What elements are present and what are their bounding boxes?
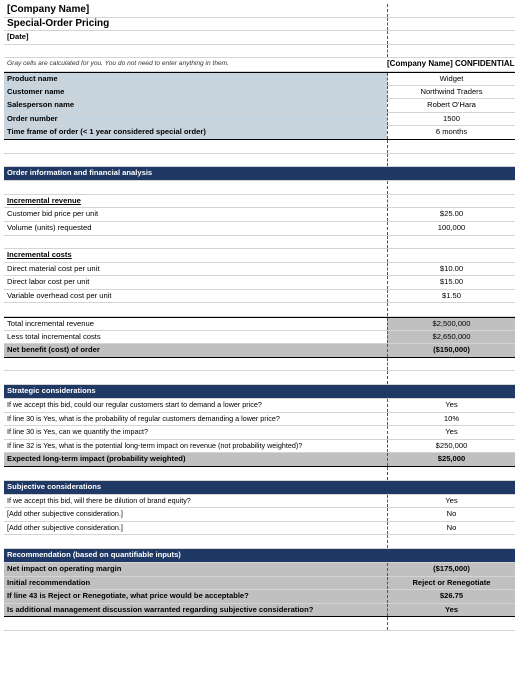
row-value[interactable]: No [387,522,515,535]
spreadsheet [4,4,515,631]
row-label: Direct material cost per unit [7,263,100,273]
row-label: Expected long-term impact (probability weighted) [7,454,186,464]
info-value[interactable]: Northwind Traders [387,86,515,99]
subjective-row [4,495,515,509]
subjective-row [4,522,515,536]
calculated-value: $2,500,000 [387,318,515,330]
strategic-row [4,413,515,427]
info-value[interactable]: Robert O'Hara [387,99,515,112]
incremental-revenue-title-row [4,195,515,209]
row-label: Direct labor cost per unit [7,277,90,287]
info-label: Salesperson name [4,99,387,112]
calculated-value: ($175,000) [387,563,515,576]
row-value[interactable]: $250,000 [387,440,515,453]
recommendation-row [4,604,515,618]
cost-row [4,290,515,304]
total-row [4,317,515,331]
company-name-row [4,4,515,18]
row-value[interactable]: No [387,508,515,521]
row-label: Is additional management discussion warranted regarding subjective consideration? [7,604,314,614]
row-value[interactable]: 10% [387,413,515,426]
calculated-value: $2,650,000 [387,331,515,344]
gray-cells-note: Gray cells are calculated for you. You do not need to enter anything in them. [7,60,230,68]
row-value[interactable]: $15.00 [387,276,515,289]
section-header-subjective [4,481,515,495]
section-header-strategic [4,385,515,399]
row-label: Net benefit (cost) of order [7,345,100,355]
info-row-salesperson [4,99,515,113]
row-value[interactable]: $1.50 [387,290,515,303]
info-value[interactable]: Widget [387,73,515,85]
row-label: Initial recommendation [7,577,91,587]
info-label: Product name [4,73,387,85]
calculated-value: Yes [387,604,515,617]
strategic-row [4,440,515,454]
sheet-title[interactable]: Special-Order Pricing [7,17,110,29]
row-label: Less total incremental costs [7,331,101,341]
subsection-title: Incremental costs [7,250,72,260]
info-row-time-frame [4,126,515,140]
note-row [4,58,515,72]
row-label: Net impact on operating margin [7,563,122,573]
strategic-row [4,426,515,440]
row-label: [Add other subjective consideration.] [7,509,123,519]
revenue-row [4,222,515,236]
recommendation-row [4,590,515,604]
row-value[interactable]: $10.00 [387,263,515,276]
title-row [4,18,515,32]
info-label: Customer name [4,86,387,99]
row-value[interactable]: $25.00 [387,208,515,221]
info-row-order-number [4,113,515,127]
row-label: If we accept this bid, could our regular customers start to demand a lower price? [7,400,262,410]
row-label: If line 30 is Yes, what is the probability of regular customers demanding a lower price? [7,413,280,423]
info-value[interactable]: 1500 [387,113,515,126]
row-label: [Add other subjective consideration.] [7,522,123,532]
section-title: Subjective considerations [7,481,102,491]
date-cell[interactable]: [Date] [7,32,29,42]
info-label: Order number [4,113,387,126]
cost-row [4,276,515,290]
confidential-label: [Company Name] CONFIDENTIAL [387,59,515,69]
calculated-value: Reject or Renegotiate [387,577,515,590]
info-row-customer [4,86,515,100]
recommendation-row [4,577,515,591]
row-value[interactable]: Yes [387,426,515,439]
row-label: Customer bid price per unit [7,209,99,219]
total-row [4,331,515,345]
date-row [4,31,515,45]
row-value[interactable]: Yes [387,399,515,412]
incremental-costs-title-row [4,249,515,263]
row-label: If line 43 is Reject or Renegotiate, what price would be acceptable? [7,591,249,601]
subjective-row [4,508,515,522]
company-name[interactable]: [Company Name] [7,4,90,15]
row-label: If line 32 is Yes, what is the potential long-term impact on revenue (not probability weighted)? [7,440,303,450]
section-title: Recommendation (based on quantifiable inputs) [7,549,181,559]
row-label: If we accept this bid, will there be dilution of brand equity? [7,495,191,505]
section-header-recommendation [4,549,515,563]
section-header-order [4,167,515,181]
row-label: Volume (units) requested [7,222,92,232]
expected-impact-row [4,453,515,467]
row-value[interactable]: 100,000 [387,222,515,235]
row-label: Total incremental revenue [7,319,94,329]
row-label: If line 30 is Yes, can we quantify the impact? [7,427,149,437]
info-label: Time frame of order (< 1 year considered special order) [4,126,387,139]
row-label: Variable overhead cost per unit [7,290,112,300]
info-row-product [4,72,515,86]
calculated-value: $25,000 [387,453,515,466]
net-benefit-row [4,344,515,358]
subsection-title: Incremental revenue [7,195,81,205]
row-value[interactable]: Yes [387,495,515,508]
info-value[interactable]: 6 months [387,126,515,139]
strategic-row [4,399,515,413]
cost-row [4,263,515,277]
calculated-value: ($150,000) [387,344,515,357]
calculated-value: $26.75 [387,590,515,603]
section-title: Order information and financial analysis [7,168,153,178]
revenue-row [4,208,515,222]
section-title: Strategic considerations [7,386,96,396]
recommendation-row [4,563,515,577]
